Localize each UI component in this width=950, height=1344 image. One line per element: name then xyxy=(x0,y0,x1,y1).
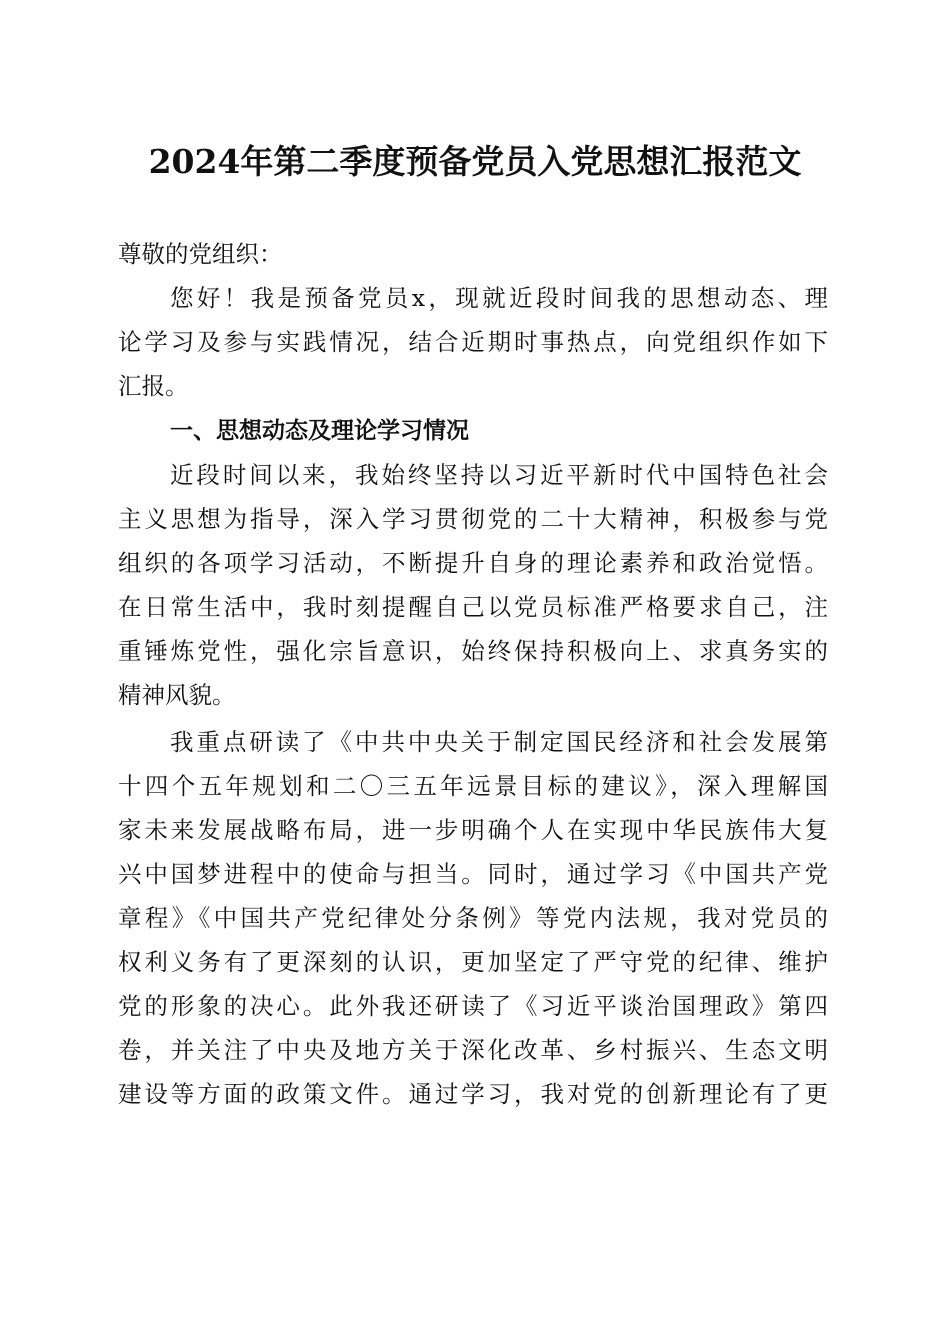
document-title: 2024年第二季度预备党员入党思想汇报范文 xyxy=(148,142,802,181)
paragraph-line: 组织的各项学习活动，不断提升自身的理论素养和政治觉悟。 xyxy=(118,549,828,577)
paragraph-line: 我重点研读了《中共中央关于制定国民经济和社会发展第 xyxy=(170,728,828,756)
paragraph-line: 建设等方面的政策文件。通过学习，我对党的创新理论有了更 xyxy=(118,1080,828,1108)
paragraph-line: 近段时间以来，我始终坚持以习近平新时代中国特色社会 xyxy=(170,461,828,489)
paragraph-line: 精神风貌。 xyxy=(118,681,236,709)
paragraph-line: 重锤炼党性，强化宗旨意识，始终保持积极向上、求真务实的 xyxy=(118,637,828,665)
paragraph-line: 您好！我是预备党员x，现就近段时间我的思想动态、理 xyxy=(170,284,828,312)
section-heading: 一、思想动态及理论学习情况 xyxy=(170,418,469,444)
paragraph-line: 主义思想为指导，深入学习贯彻党的二十大精神，积极参与党 xyxy=(118,505,828,533)
paragraph-line: 卷，并关注了中央及地方关于深化改革、乡村振兴、生态文明 xyxy=(118,1036,828,1064)
paragraph-line: 十四个五年规划和二〇三五年远景目标的建议》，深入理解国 xyxy=(118,772,828,800)
paragraph-line: 兴中国梦进程中的使命与担当。同时，通过学习《中国共产党 xyxy=(118,860,828,888)
paragraph-line: 论学习及参与实践情况，结合近期时事热点，向党组织作如下 xyxy=(118,328,828,356)
paragraph-line: 章程》《中国共产党纪律处分条例》等党内法规，我对党员的 xyxy=(118,904,828,932)
paragraph-line: 在日常生活中，我时刻提醒自己以党员标准严格要求自己，注 xyxy=(118,593,828,621)
paragraph-line: 家未来发展战略布局，进一步明确个人在实现中华民族伟大复 xyxy=(118,816,828,844)
paragraph-line: 权利义务有了更深刻的认识，更加坚定了严守党的纪律、维护 xyxy=(118,948,828,976)
paragraph-line: 汇报。 xyxy=(118,372,189,400)
paragraph-line: 党的形象的决心。此外我还研读了《习近平谈治国理政》第四 xyxy=(118,992,828,1020)
salutation: 尊敬的党组织： xyxy=(118,240,283,268)
